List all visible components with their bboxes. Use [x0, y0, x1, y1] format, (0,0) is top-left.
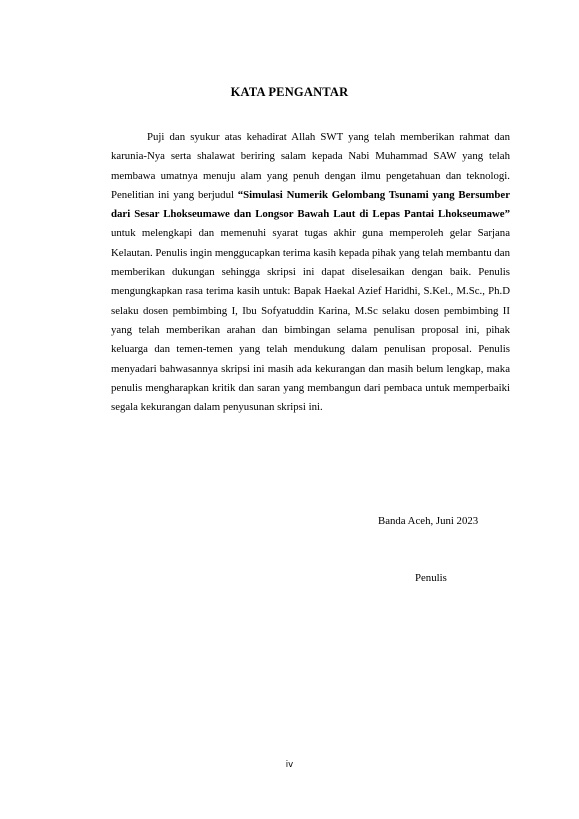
paragraph-text-before: Puji dan syukur atas kehadirat Allah SWT yang telah memberikan rahmat dan karunia-Nya serta shalawat beriring salam kepada Nabi Muhammad SAW yang telah membawa umatnya menuju alam yang penuh dengan ilmu pengetahuan dan teknologi. Penelitian ini yang berjudul [111, 131, 510, 201]
foreword-paragraph [111, 128, 510, 417]
page-number: iv [285, 760, 294, 770]
thesis-title: “Simulasi Numerik Gelombang Tsunami yang Bersumber dari Sesar Lhokseumawe dan Longsor Bawah Laut di Lepas Pantai Lhokseumawe” [111, 188, 510, 221]
paragraph-text-after: untuk melengkapi dan memenuhi syarat tugas akhir guna memperoleh gelar Sarjana Kelautan. Penulis ingin menggucapkan terima kasih kepada pihak yang telah membantu dan memberikan dukungan sehingga skripsi ini dapat diselesaikan dengan baik. Penulis mengungkapkan rasa terima kasih untuk: Bapak Haekal Azief Haridhi, S.Kel., M.Sc., Ph.D selaku dosen pembimbing I, Ibu Sofyatuddin Karina, M.Sc selaku dosen pembimbing II yang telah memberikan arahan dan bimbingan selama penulisan proposal ini, pihak keluarga dan temen-temen yang telah mendukung dalam penulisan proposal. Penulis menyadari bahwasannya skripsi ini masih ada kekurangan dan masih belum lengkap, maka penulis mengharapkan kritik dan saran yang membangun dari pembaca untuk memperbaiki segala kekurangan dalam penyusunan skripsi ini. [111, 227, 510, 414]
page-title: KATA PENGANTAR [230, 85, 349, 99]
place-date: Banda Aceh, Juni 2023 [378, 515, 479, 527]
author-signature: Penulis [415, 572, 447, 584]
